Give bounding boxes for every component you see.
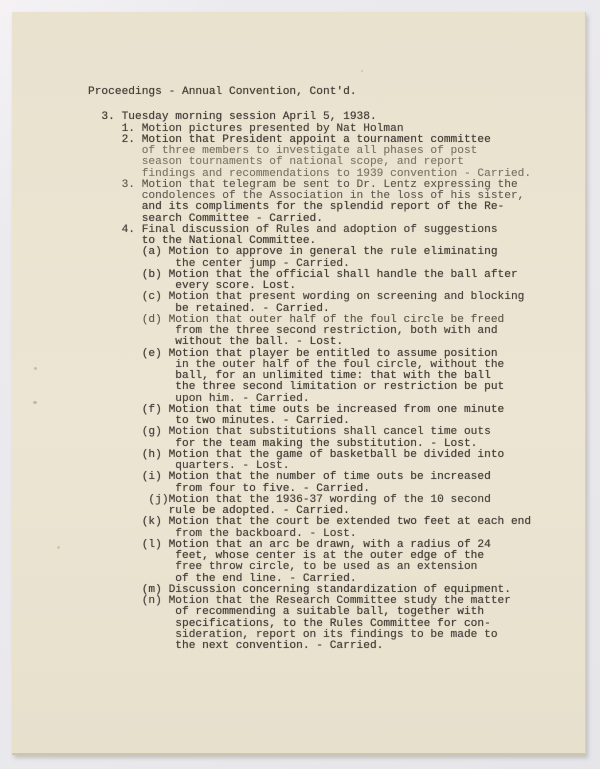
document-title: Proceedings - Annual Convention, Cont'd. — [88, 86, 357, 98]
document-line: (k) Motion that the court be extended two feet at each end — [88, 516, 532, 529]
document-line: season tournaments of national scope, and report — [88, 156, 464, 169]
document-line: to two minutes. - Carried. — [88, 415, 350, 427]
document-line: (c) Motion that present wording on screening and blocking — [88, 291, 525, 304]
document-line: of three members to investigate all phases of post — [88, 145, 478, 157]
document-line: from the three second restriction, both with and — [88, 325, 498, 337]
paper-speck — [34, 367, 37, 370]
document-line: (d) Motion that outer half of the foul circle be freed — [88, 313, 505, 326]
document-line: search Committee - Carried. — [88, 212, 323, 225]
paper-speck — [361, 70, 363, 72]
document-line: (b) Motion that the official shall handle the ball after — [88, 268, 518, 281]
document-line: ball, for an unlimited time: that with the ball — [88, 370, 491, 382]
document-line: the center jump - Carried. — [88, 257, 350, 270]
document-line: (n) Motion that the Research Committee study the matter — [88, 595, 511, 607]
document-line: without the ball. - Lost. — [88, 336, 344, 349]
document-line: upon him. - Carried. — [88, 392, 310, 405]
document-line: feet, whose center is at the outer edge of the — [88, 550, 485, 562]
document-line: quarters. - Lost. — [88, 460, 290, 472]
document-line: from the backboard. - Lost. — [88, 527, 357, 540]
document-line: (h) Motion that the game of basketball be divided into — [88, 448, 505, 461]
document-line: specifications, to the Rules Committee for con- — [88, 617, 491, 630]
document-line: findings and recommendations to 1939 convention - Carried. — [88, 167, 532, 180]
document-line: 2. Motion that President appoint a tournament committee — [88, 133, 491, 146]
document-line: of the end line. - Carried. — [88, 572, 357, 585]
document-line: (i) Motion that the number of time outs be increased — [88, 471, 491, 484]
document-line: every score. Lost. — [88, 280, 297, 292]
document-line: to the National Committee. — [88, 235, 317, 247]
document-line: (a) Motion to approve in general the rule eliminating — [88, 246, 498, 259]
paper-speck — [57, 546, 60, 549]
paper-speck — [33, 401, 37, 404]
document-line: (l) Motion that an arc be drawn, with a radius of 24 — [88, 538, 491, 551]
document-line: for the team making the substitution. - Lost. — [88, 437, 478, 450]
document-line: the three second limitation or restriction be put — [88, 381, 505, 394]
document-line: condolences of the Association in the loss of his sister, — [88, 190, 525, 202]
document-page — [12, 12, 586, 755]
document-body — [88, 112, 585, 652]
document-line: (m) Discussion concerning standardization of equipment. — [88, 583, 511, 596]
document-line: (j)Motion that the 1936-37 wording of the 10 second — [88, 493, 491, 506]
document-line: 3. Motion that telegram be sent to Dr. Lentz expressing the — [88, 178, 518, 191]
document-line: from four to five. - Carried. — [88, 482, 370, 495]
document-line: (e) Motion that player be entitled to assume position — [88, 347, 498, 360]
document-line: be retained. - Carried. — [88, 302, 330, 315]
document-line: rule be adopted. - Carried. — [88, 505, 350, 517]
document-line: of recommending a suitable ball, together with — [88, 606, 485, 619]
document-line: in the outer half of the foul circle, without the — [88, 358, 505, 371]
document-line: (f) Motion that time outs be increased from one minute — [88, 403, 505, 416]
document-line: free throw circle, to be used as an extension — [88, 561, 478, 574]
document-line: 4. Final discussion of Rules and adoption of suggestions — [88, 223, 498, 236]
document-line: 3. Tuesday morning session April 5, 1938. — [88, 111, 377, 124]
document-line: the next convention. - Carried. — [88, 640, 384, 652]
document-line: 1. Motion pictures presented by Nat Holman — [88, 122, 404, 135]
document-line: sideration, report on its findings to be made to — [88, 628, 498, 641]
document-line: and its compliments for the splendid report of the Re- — [88, 201, 505, 214]
document-line: (g) Motion that substitutions shall cancel time outs — [88, 426, 491, 439]
